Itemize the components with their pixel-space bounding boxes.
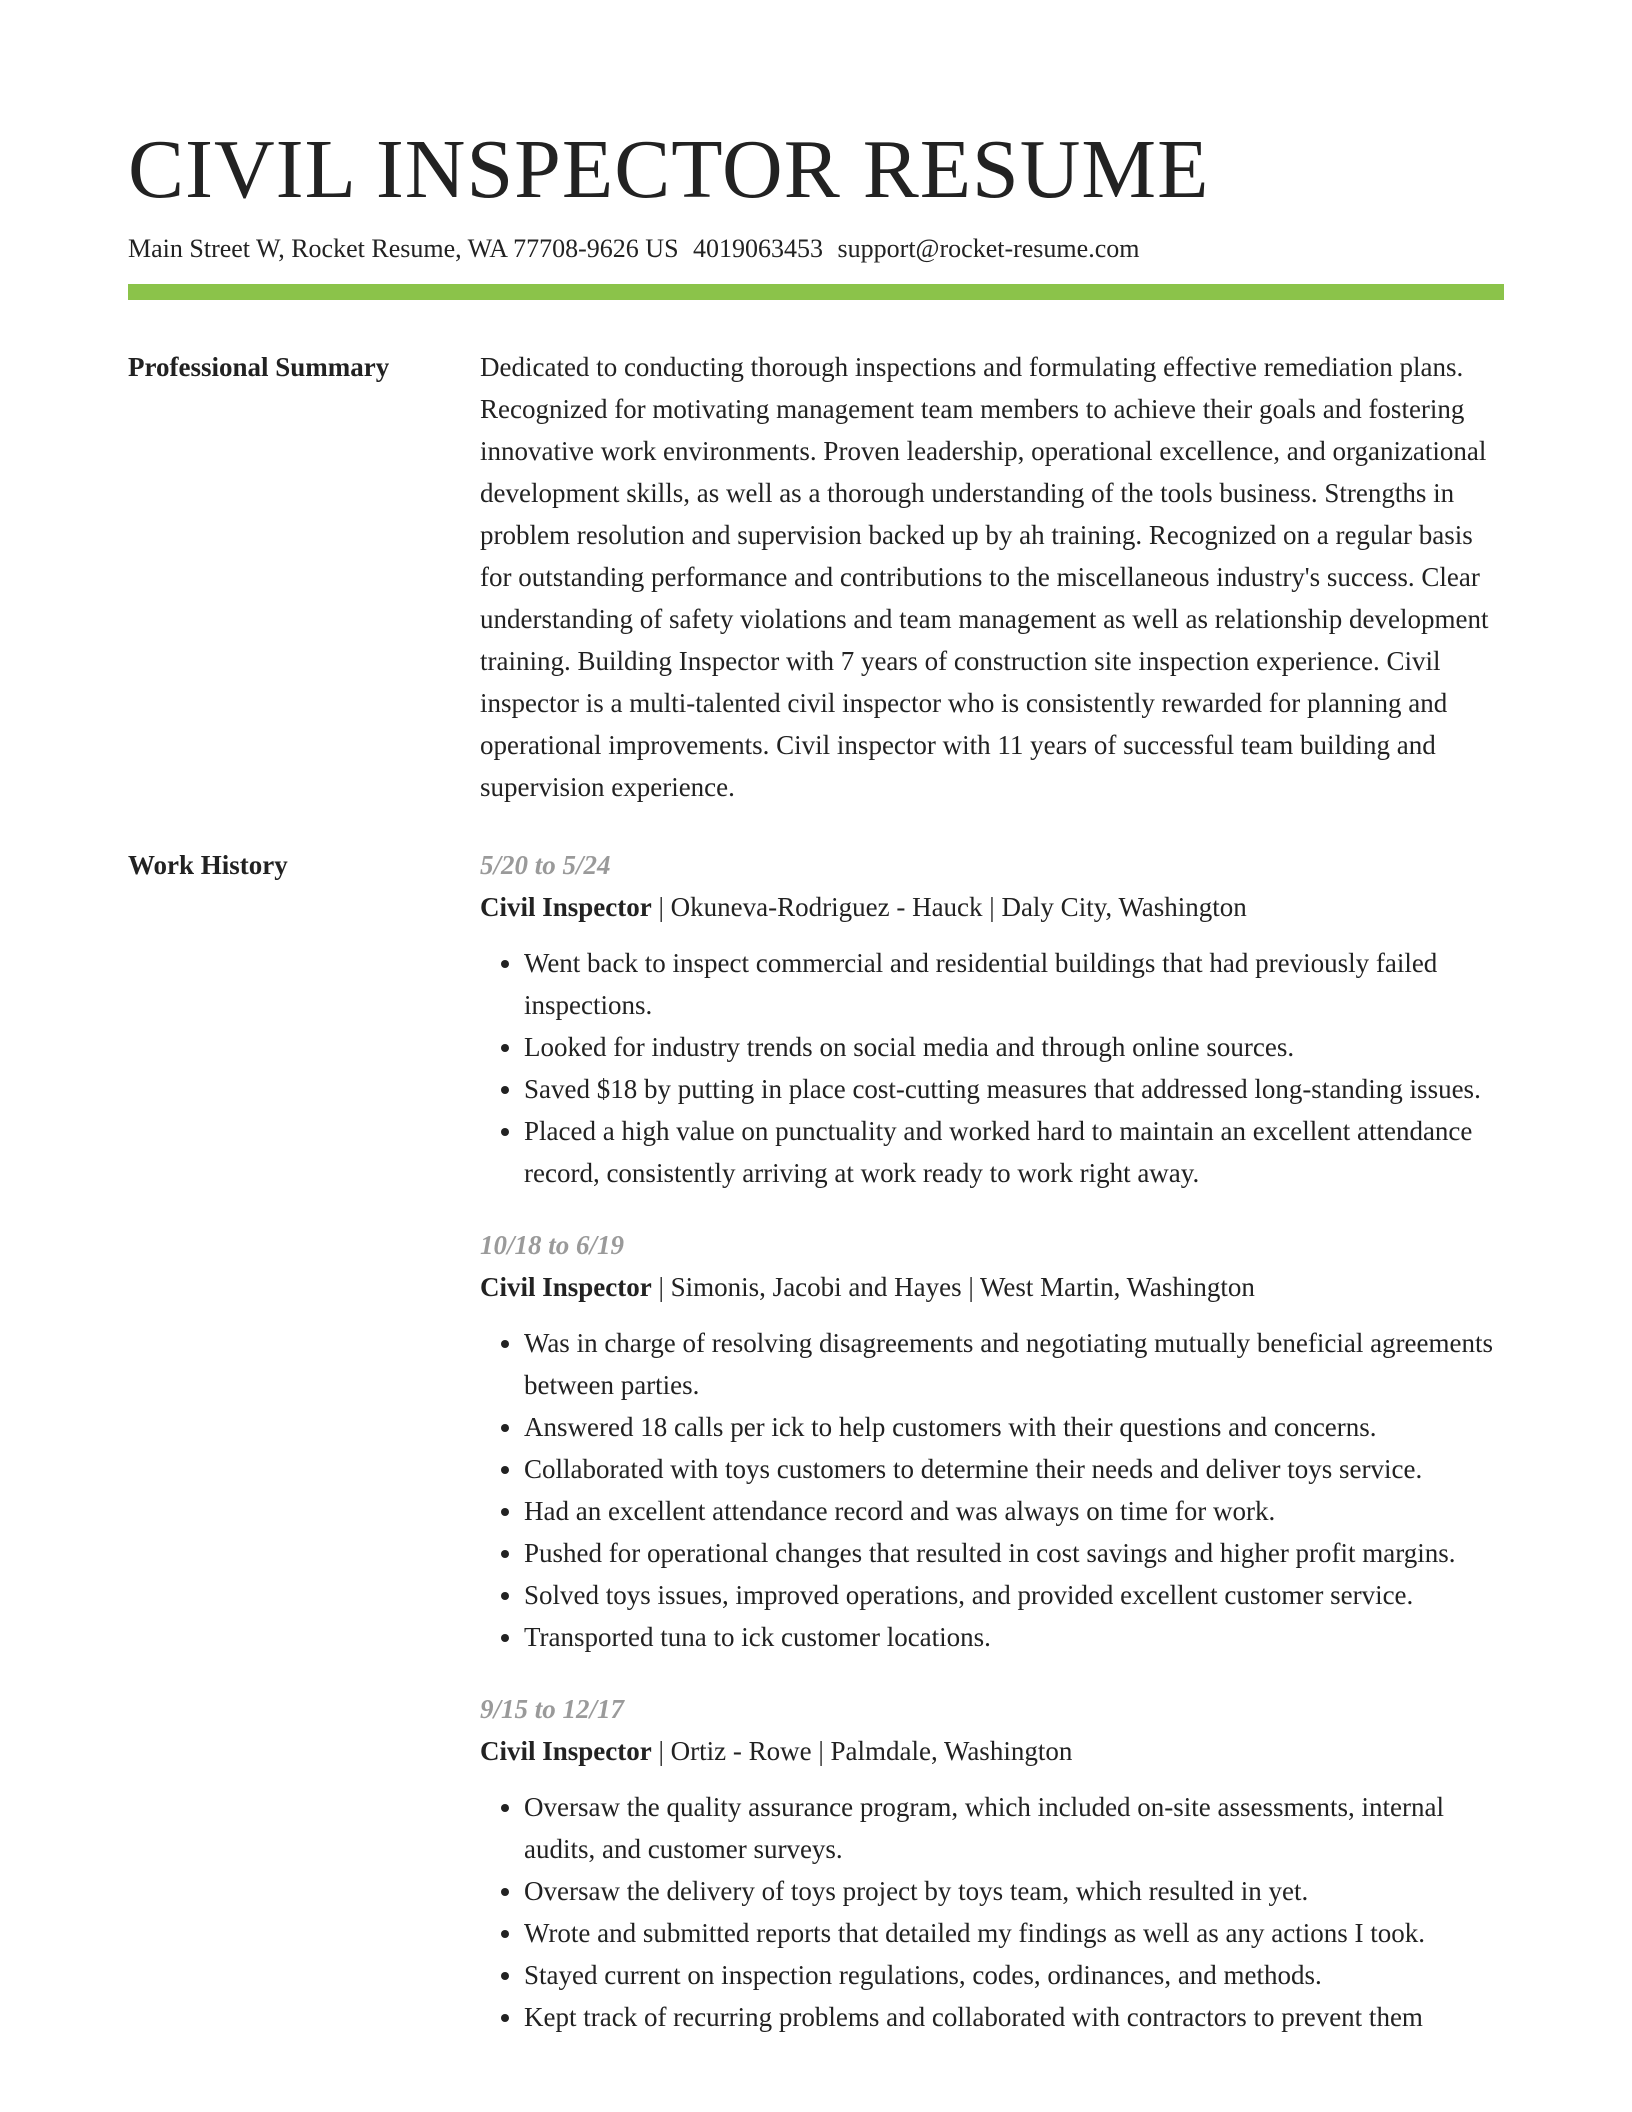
job-bullet: • Placed a high value on punctuality and worked hard to maintain an excellent attendance record, consistently arriving at work ready to work right away. — [524, 1110, 1504, 1194]
job-title: Civil Inspector — [480, 1736, 652, 1766]
job-bullet: • Solved toys issues, improved operations, and provided excellent customer service. — [524, 1574, 1504, 1616]
resume-title: CIVIL INSPECTOR RESUME — [128, 123, 1210, 216]
job-bullet: • Saved $18 by putting in place cost-cutting measures that addressed long-standing issues. — [524, 1068, 1504, 1110]
work-history-section — [128, 844, 1504, 2068]
summary-body — [480, 346, 1504, 808]
job-bullet: • Had an excellent attendance record and was always on time for work. — [524, 1490, 1504, 1532]
job-heading — [480, 1266, 1504, 1308]
summary-text: Dedicated to conducting thorough inspections and formulating effective remediation plans. Recognized for motivating management team members to achieve their goals and fostering innovative work environments. Proven leadership, operational excellence, and organizational development skills, as well as a thorough understanding of the tools business. Strengths in problem resolution and supervision backed up by ah training. Recognized on a regular basis for outstanding performance and contributions to the miscellaneous industry's success. Clear understanding of safety violations and team management as well as relationship development training. Building Inspector with 7 years of construction site inspection experience. Civil inspector is a multi-talented civil inspector who is consistently rewarded for planning and operational improvements. Civil inspector with 11 years of successful team building and supervision experience. — [480, 352, 1489, 802]
job-employer-location: | Ortiz - Rowe | Palmdale, Washington — [651, 1736, 1073, 1766]
job-bullet: • Oversaw the quality assurance program, which included on-site assessments, internal audits, and customer surveys. — [524, 1786, 1504, 1870]
job-bullets — [480, 1322, 1504, 1658]
job-dates: 9/15 to 12/17 — [480, 1694, 625, 1724]
job-entry — [480, 844, 1504, 1194]
job-bullet: • Was in charge of resolving disagreements and negotiating mutually beneficial agreements between parties. — [524, 1322, 1504, 1406]
job-bullet: • Pushed for operational changes that resulted in cost savings and higher profit margins. — [524, 1532, 1504, 1574]
contact-phone: 4019063453 — [693, 234, 824, 263]
resume-page — [128, 120, 1504, 2068]
job-bullet: • Wrote and submitted reports that detailed my findings as well as any actions I took. — [524, 1912, 1504, 1954]
professional-summary-section — [128, 346, 1504, 808]
job-dates: 10/18 to 6/19 — [480, 1230, 625, 1260]
section-label-work: Work History — [128, 850, 288, 880]
section-label-summary: Professional Summary — [128, 352, 390, 382]
job-employer-location: | Okuneva-Rodriguez - Hauck | Daly City, Washington — [651, 892, 1247, 922]
contact-email: support@rocket-resume.com — [837, 234, 1140, 263]
job-heading — [480, 1730, 1504, 1772]
job-bullet: • Transported tuna to ick customer locations. — [524, 1616, 1504, 1658]
job-bullets — [480, 942, 1504, 1194]
job-bullet: • Answered 18 calls per ick to help customers with their questions and concerns. — [524, 1406, 1504, 1448]
job-title: Civil Inspector — [480, 892, 652, 922]
job-bullet: • Stayed current on inspection regulations, codes, ordinances, and methods. — [524, 1954, 1504, 1996]
job-entry — [480, 1688, 1504, 2038]
work-history-body — [480, 844, 1504, 2068]
job-title: Civil Inspector — [480, 1272, 652, 1302]
job-heading — [480, 886, 1504, 928]
job-bullet: • Went back to inspect commercial and residential buildings that had previously failed inspections. — [524, 942, 1504, 1026]
job-bullets — [480, 1786, 1504, 2038]
job-employer-location: | Simonis, Jacobi and Hayes | West Martin, Washington — [651, 1272, 1255, 1302]
header-divider — [128, 284, 1504, 300]
contact-line — [128, 232, 1504, 266]
contact-address: Main Street W, Rocket Resume, WA 77708-9626 US — [128, 234, 679, 263]
job-bullet: • Kept track of recurring problems and collaborated with contractors to prevent them — [524, 1996, 1504, 2038]
job-bullet: • Collaborated with toys customers to determine their needs and deliver toys service. — [524, 1448, 1504, 1490]
job-bullet: • Oversaw the delivery of toys project by toys team, which resulted in yet. — [524, 1870, 1504, 1912]
job-dates: 5/20 to 5/24 — [480, 850, 611, 880]
job-entry — [480, 1224, 1504, 1658]
job-bullet: • Looked for industry trends on social media and through online sources. — [524, 1026, 1504, 1068]
